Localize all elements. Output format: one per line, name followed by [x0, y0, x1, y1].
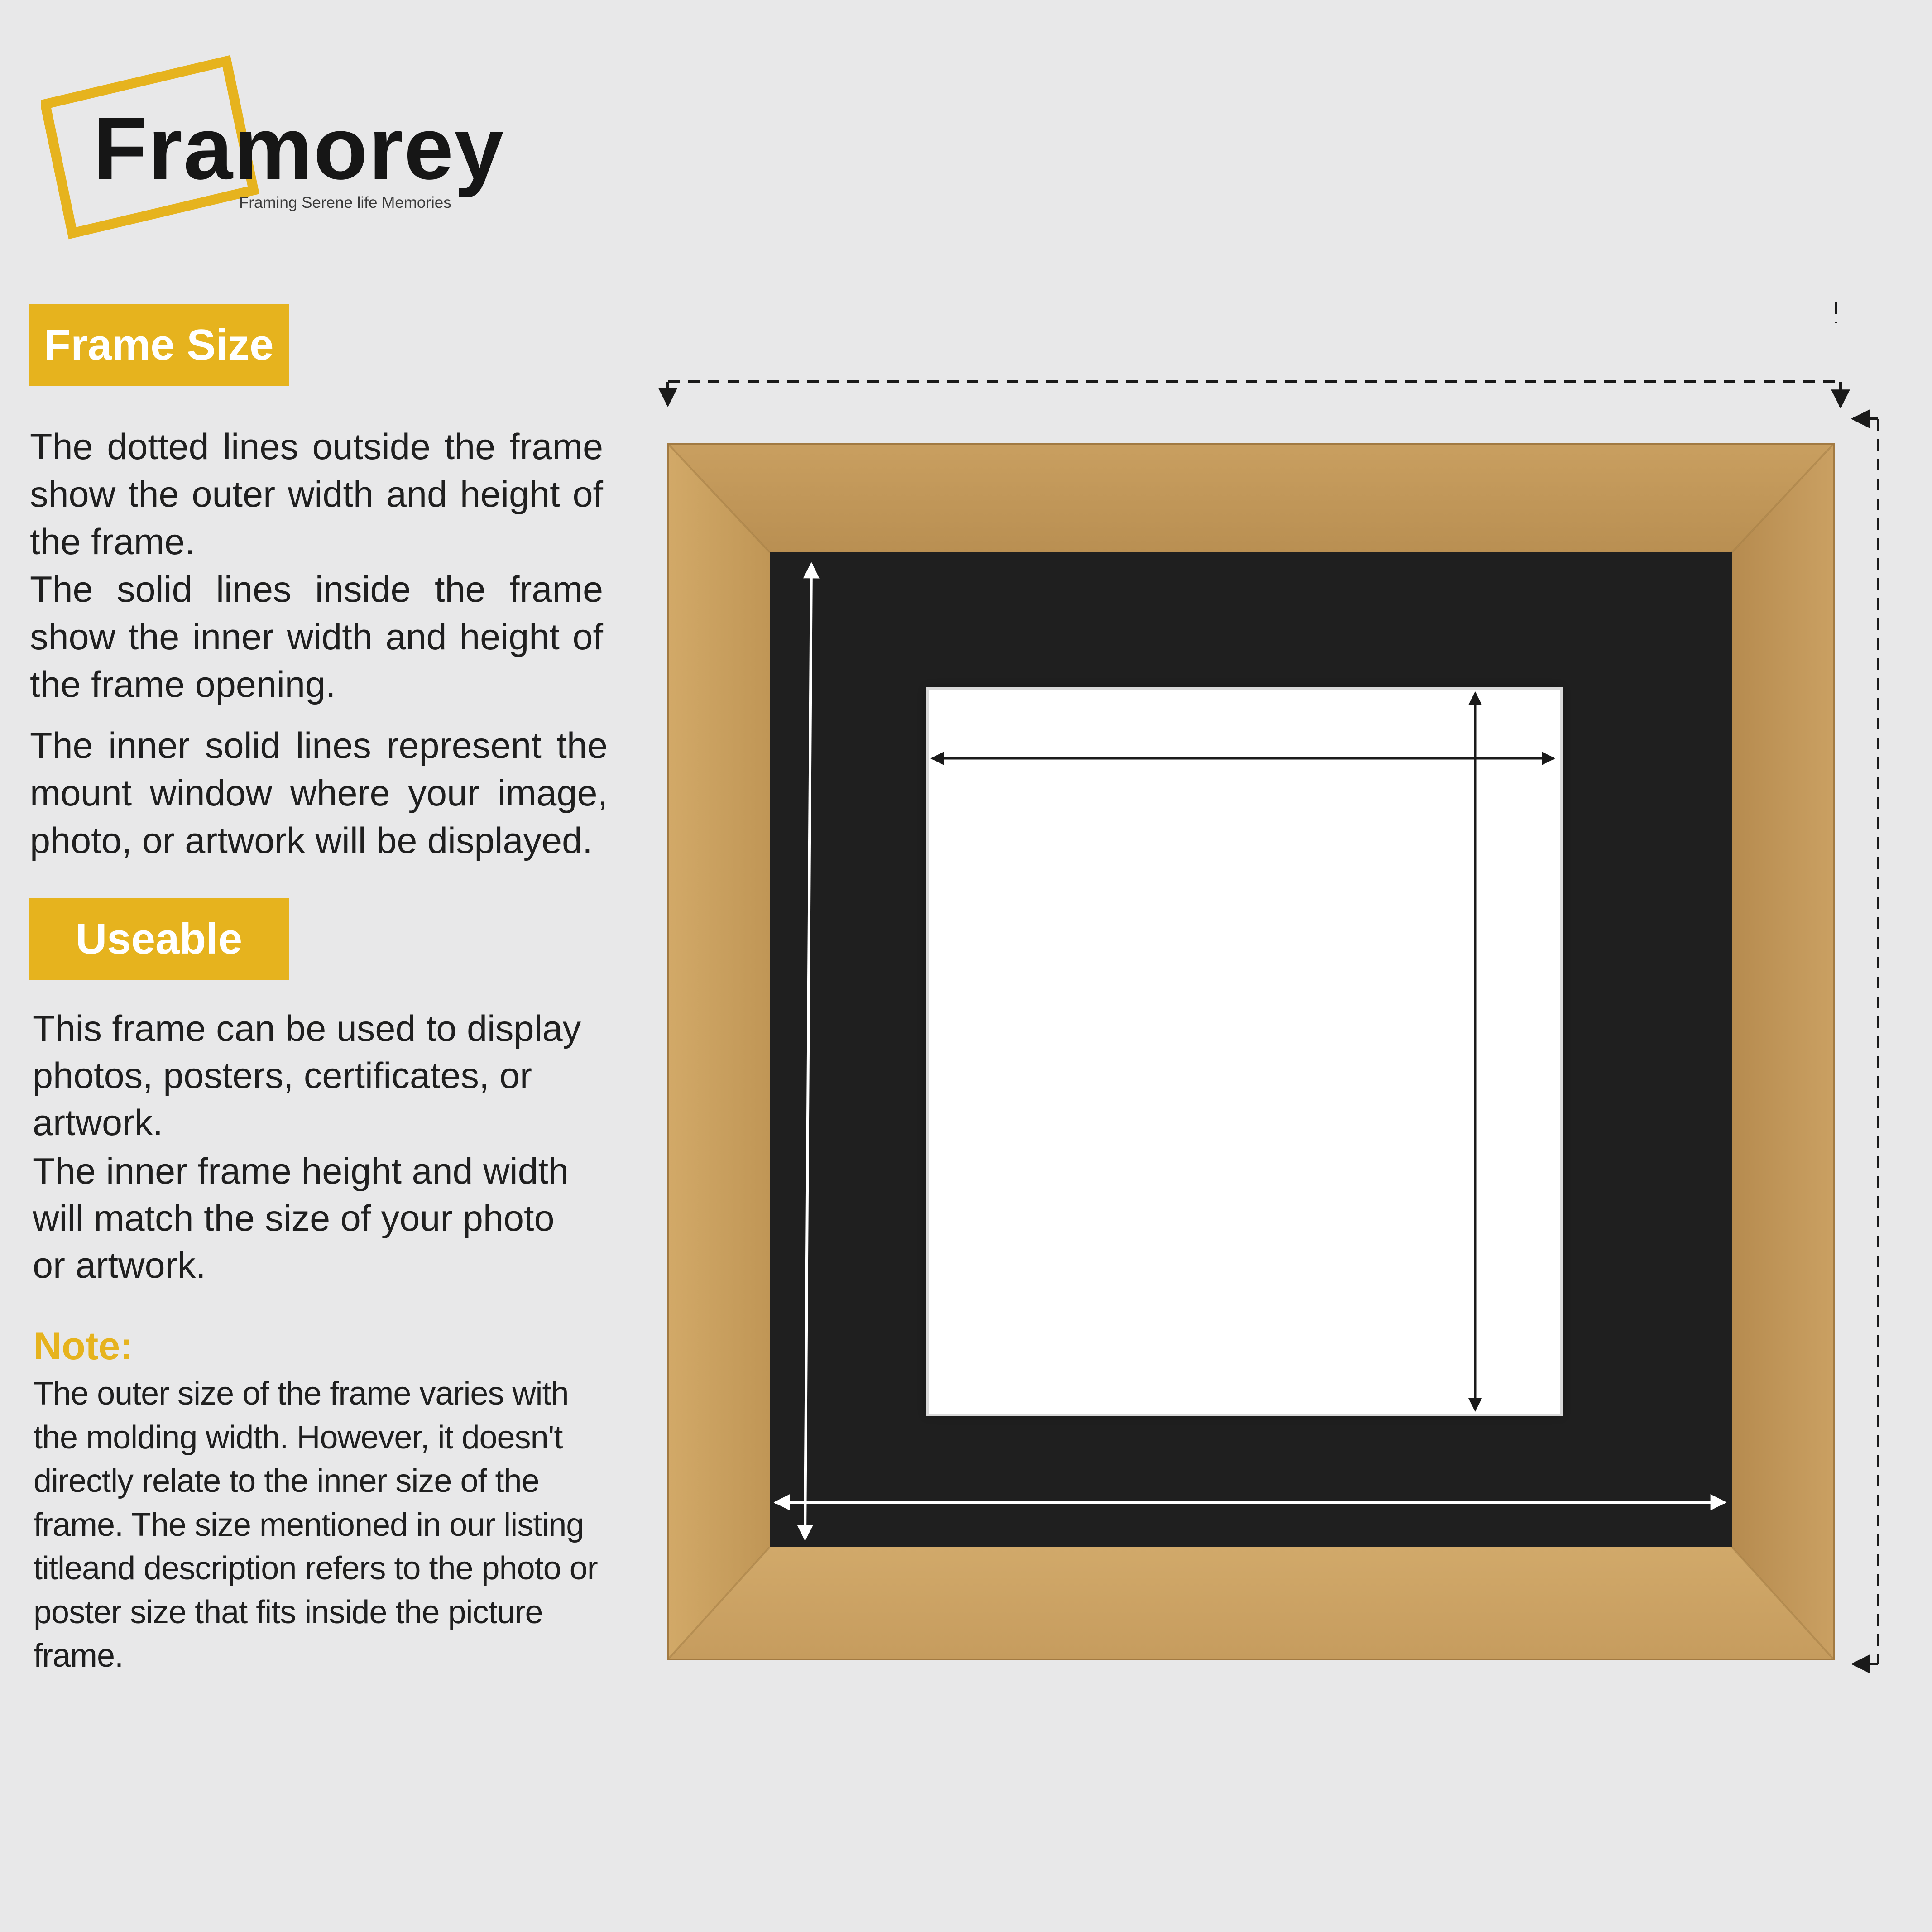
brand-tagline: Framing Serene life Memories	[239, 194, 451, 211]
note-title: Note:	[34, 1324, 133, 1368]
note-text: The outer size of the frame varies with the molding width. However, it doesn't directly relate to the inner size of the frame. The size mentioned in our listing titleand description refers to the photo or poster size that fits inside the picture frame.	[34, 1376, 598, 1674]
useable-para-1: This frame can be used to display photos, posters, certificates, or artwork.	[33, 1008, 581, 1143]
useable-title: Useable	[75, 914, 243, 963]
frame-size-para-1: The dotted lines outside the frame show the outer width and height of the frame.	[30, 427, 603, 562]
frame-size-title: Frame Size	[44, 320, 274, 369]
frame-size-para-2: The solid lines inside the frame show the inner width and height of the frame opening.	[30, 569, 603, 705]
brand-name: Framorey	[93, 99, 505, 198]
frame-size-para-3: The inner solid lines represent the mount window where your image, photo, or artwork will be displayed.	[30, 725, 608, 861]
mount-window	[927, 688, 1561, 1415]
useable-para-2: The inner frame height and width will match the size of your photo or artwork.	[33, 1151, 569, 1286]
